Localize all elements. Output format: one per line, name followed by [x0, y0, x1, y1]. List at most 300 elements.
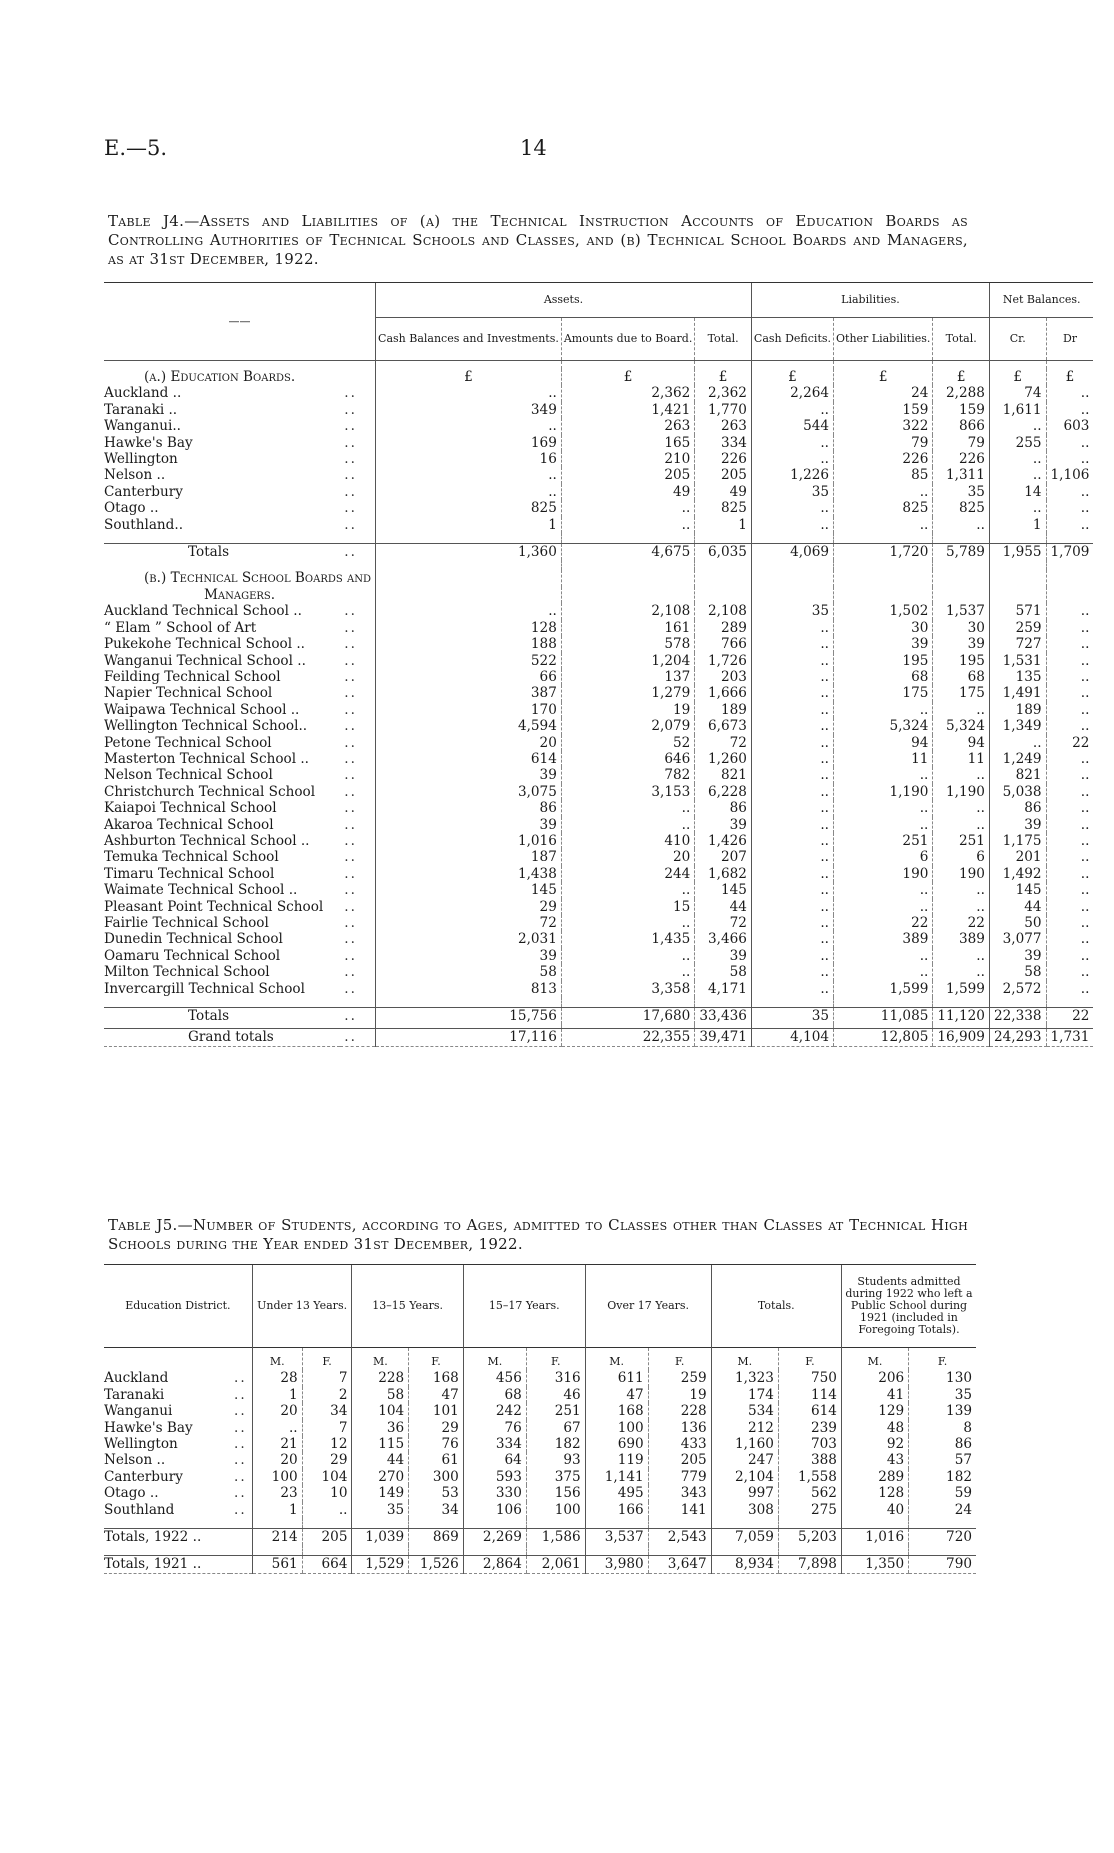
value-cell: 562 — [778, 1485, 841, 1501]
value-cell: .. — [834, 484, 933, 500]
value-cell: 825 — [834, 500, 933, 516]
spacer-cell — [104, 361, 340, 370]
value-cell: 201 — [989, 849, 1046, 865]
empty-cell — [933, 570, 990, 586]
spacer-cell — [695, 361, 752, 370]
col-credit: Cr. — [989, 318, 1046, 361]
row-label: Oamaru Technical School — [104, 947, 281, 964]
value-cell: 534 — [711, 1403, 778, 1419]
value-cell: 11,085 — [834, 1008, 933, 1025]
value-cell: 68 — [933, 669, 990, 685]
value-cell: 49 — [561, 484, 694, 500]
value-cell: 2,104 — [711, 1469, 778, 1485]
leader-dots: .. — [344, 685, 357, 702]
spacer-cell — [585, 1545, 648, 1556]
district-row — [104, 1436, 976, 1452]
value-cell: 1,190 — [933, 784, 990, 800]
value-cell: 210 — [561, 451, 694, 467]
value-cell: 3,980 — [585, 1556, 648, 1573]
spacer-cell — [841, 1545, 908, 1556]
spacer-cell — [989, 533, 1046, 544]
district-label: Taranaki — [104, 1386, 165, 1403]
value-cell: 182 — [526, 1436, 585, 1452]
col-under-13: Under 13 Years. — [252, 1265, 352, 1348]
value-cell: 5,038 — [989, 784, 1046, 800]
value-cell: 821 — [695, 767, 752, 783]
value-cell: .. — [933, 882, 990, 898]
value-cell: 1,226 — [751, 467, 833, 483]
value-cell: 188 — [376, 636, 562, 652]
sex-header: F. — [778, 1348, 841, 1371]
value-cell: 1,682 — [695, 866, 752, 882]
liabilities-group-header: Liabilities. — [751, 283, 989, 318]
value-cell: 389 — [933, 931, 990, 947]
totals-row-b — [104, 1008, 1093, 1025]
value-cell: .. — [1046, 669, 1093, 685]
value-cell: 175 — [933, 685, 990, 701]
value-cell: 387 — [376, 685, 562, 701]
sex-header: F. — [526, 1348, 585, 1371]
value-cell: .. — [751, 882, 833, 898]
value-cell: 1,491 — [989, 685, 1046, 701]
district-row — [104, 1420, 976, 1436]
row-label: Akaroa Technical School — [104, 816, 274, 833]
row-label: Otago .. — [104, 500, 159, 517]
value-cell: .. — [834, 817, 933, 833]
value-cell: .. — [933, 800, 990, 816]
school-row — [104, 800, 1093, 816]
value-cell: 5,203 — [778, 1529, 841, 1546]
leader-dots: .. — [344, 832, 357, 849]
leader-dots: .. — [344, 915, 357, 931]
spacer-cell — [340, 533, 375, 544]
value-cell: 39 — [695, 948, 752, 964]
spacer-cell — [834, 997, 933, 1008]
school-row — [104, 718, 1093, 734]
section-b-label: (b.) Technical School Boards and — [144, 570, 372, 587]
value-cell: 1,160 — [711, 1436, 778, 1452]
value-cell: 8,934 — [711, 1556, 778, 1573]
value-cell: 239 — [778, 1420, 841, 1436]
value-cell: 33,436 — [695, 1008, 752, 1025]
leader-dots: .. — [344, 467, 357, 484]
value-cell: 58 — [376, 964, 562, 980]
value-cell: .. — [751, 685, 833, 701]
value-cell: 1,666 — [695, 685, 752, 701]
value-cell: 3,466 — [695, 931, 752, 947]
leader-dots: .. — [344, 385, 357, 402]
value-cell: .. — [1046, 866, 1093, 882]
row-label-header: —— — [104, 283, 376, 361]
value-cell: 226 — [933, 451, 990, 467]
value-cell: 4,594 — [376, 718, 562, 734]
value-cell: 603 — [1046, 418, 1093, 434]
board-row — [104, 385, 1093, 401]
school-row — [104, 817, 1093, 833]
row-label: Ashburton Technical School .. — [104, 832, 310, 849]
leader-dots: .. — [344, 603, 357, 620]
value-cell: 1,323 — [711, 1370, 778, 1386]
leader-dots: .. — [344, 947, 357, 964]
value-cell: .. — [751, 517, 833, 533]
spacer-cell — [104, 1518, 230, 1529]
leader-dots: .. — [344, 434, 357, 451]
value-cell: 1,016 — [841, 1529, 908, 1546]
leader-dots: .. — [234, 1436, 247, 1453]
board-row — [104, 402, 1093, 418]
value-cell: 212 — [711, 1420, 778, 1436]
value-cell: 1,599 — [834, 981, 933, 997]
spacer-cell — [376, 361, 562, 370]
spacer-cell — [695, 560, 752, 570]
value-cell: 174 — [711, 1387, 778, 1403]
sex-header: M. — [841, 1348, 908, 1371]
value-cell: 1,537 — [933, 603, 990, 619]
value-cell: 104 — [352, 1403, 409, 1419]
value-cell: 21 — [252, 1436, 302, 1452]
spacer-cell — [841, 1518, 908, 1529]
value-cell: 1 — [989, 517, 1046, 533]
value-cell: 46 — [526, 1387, 585, 1403]
value-cell: 44 — [352, 1452, 409, 1468]
district-row — [104, 1403, 976, 1419]
value-cell: 35 — [751, 484, 833, 500]
value-cell: .. — [1046, 500, 1093, 516]
value-cell: 790 — [909, 1556, 976, 1573]
value-cell: .. — [561, 517, 694, 533]
value-cell: .. — [1046, 849, 1093, 865]
value-cell: .. — [751, 849, 833, 865]
value-cell: 2 — [302, 1387, 352, 1403]
value-cell: 94 — [834, 735, 933, 751]
value-cell: .. — [1046, 882, 1093, 898]
spacer-cell — [1046, 361, 1093, 370]
row-label: Auckland .. — [104, 385, 182, 402]
value-cell: .. — [376, 603, 562, 619]
table-j4-title: Table J4.—Assets and Liabilities of (a) the Technical Instruction Accounts of Education Boards as Controlling Authorities of Technical Schools and Classes, and (b) Technical School Boards and Managers, as at 31st December, 1922. — [108, 212, 968, 268]
value-cell: .. — [933, 948, 990, 964]
empty-cell — [561, 587, 694, 603]
value-cell: 100 — [252, 1469, 302, 1485]
value-cell: 1,190 — [834, 784, 933, 800]
value-cell: 106 — [463, 1502, 526, 1518]
empty-cell — [1046, 570, 1093, 586]
empty-cell — [834, 587, 933, 603]
value-cell: 20 — [561, 849, 694, 865]
spacer-cell — [834, 560, 933, 570]
spacer-cell — [340, 361, 375, 370]
value-cell: 190 — [933, 866, 990, 882]
value-cell: 17,680 — [561, 1008, 694, 1025]
value-cell: .. — [561, 817, 694, 833]
school-row — [104, 964, 1093, 980]
value-cell: 114 — [778, 1387, 841, 1403]
spacer-cell — [933, 997, 990, 1008]
value-cell: 322 — [834, 418, 933, 434]
school-row — [104, 620, 1093, 636]
value-cell: 1,106 — [1046, 467, 1093, 483]
leader-dots: .. — [344, 668, 357, 685]
value-cell: 593 — [463, 1469, 526, 1485]
col-other-liabilities: Other Liabilities. — [834, 318, 933, 361]
value-cell: 343 — [648, 1485, 711, 1501]
value-cell: 2,288 — [933, 385, 990, 401]
school-row — [104, 899, 1093, 915]
empty-cell — [933, 587, 990, 603]
totals-1922-row — [104, 1529, 976, 1546]
table-j4 — [104, 282, 1093, 1047]
row-label: Totals — [104, 1008, 340, 1025]
value-cell: 22,338 — [989, 1008, 1046, 1025]
value-cell: .. — [751, 784, 833, 800]
value-cell: 3,153 — [561, 784, 694, 800]
district-label: Totals, 1921 .. — [104, 1556, 230, 1573]
value-cell: .. — [751, 915, 833, 931]
value-cell: .. — [751, 451, 833, 467]
value-cell: 228 — [352, 1370, 409, 1386]
value-cell: 1,731 — [1046, 1029, 1093, 1046]
value-cell: 2,269 — [463, 1529, 526, 1546]
leader-dots: .. — [234, 1403, 247, 1420]
district-label: Nelson .. — [104, 1452, 166, 1469]
row-label: Taranaki .. — [104, 401, 178, 418]
value-cell: 1,709 — [1046, 544, 1093, 561]
value-cell: 544 — [751, 418, 833, 434]
value-cell: 34 — [409, 1502, 464, 1518]
value-cell: 1,720 — [834, 544, 933, 561]
value-cell: 47 — [409, 1387, 464, 1403]
value-cell: 93 — [526, 1452, 585, 1468]
unit-label: £ — [751, 369, 833, 385]
spacer-cell — [230, 1518, 252, 1529]
value-cell: .. — [1046, 817, 1093, 833]
sex-header: M. — [711, 1348, 778, 1371]
value-cell: 2,108 — [695, 603, 752, 619]
value-cell: .. — [1046, 964, 1093, 980]
value-cell: .. — [751, 866, 833, 882]
value-cell: .. — [1046, 636, 1093, 652]
totals-row-a — [104, 544, 1093, 561]
row-label: Waipawa Technical School .. — [104, 701, 300, 718]
value-cell: 66 — [376, 669, 562, 685]
district-row — [104, 1469, 976, 1485]
value-cell: 12 — [302, 1436, 352, 1452]
value-cell: .. — [933, 899, 990, 915]
spacer-cell — [104, 997, 340, 1008]
value-cell: 41 — [841, 1387, 908, 1403]
value-cell: 813 — [376, 981, 562, 997]
value-cell: 79 — [834, 435, 933, 451]
value-cell: 7,898 — [778, 1556, 841, 1573]
row-label: Christchurch Technical School — [104, 783, 316, 800]
value-cell: 35 — [933, 484, 990, 500]
spacer-cell — [751, 361, 833, 370]
row-label: Temuka Technical School — [104, 849, 279, 866]
value-cell: .. — [561, 882, 694, 898]
leader-dots: .. — [344, 701, 357, 718]
spacer-cell — [561, 997, 694, 1008]
value-cell: 58 — [352, 1387, 409, 1403]
value-cell: 433 — [648, 1436, 711, 1452]
school-row — [104, 603, 1093, 619]
value-cell: 1,438 — [376, 866, 562, 882]
school-row — [104, 685, 1093, 701]
value-cell: .. — [1046, 833, 1093, 849]
value-cell: 34 — [302, 1403, 352, 1419]
row-label: Grand totals — [104, 1029, 340, 1046]
value-cell: .. — [751, 751, 833, 767]
col-debit: Dr — [1046, 318, 1093, 361]
value-cell: 766 — [695, 636, 752, 652]
value-cell: 22 — [834, 915, 933, 931]
spacer-cell — [302, 1545, 352, 1556]
value-cell: 869 — [409, 1529, 464, 1546]
value-cell: 100 — [526, 1502, 585, 1518]
value-cell: 24 — [909, 1502, 976, 1518]
value-cell: 17,116 — [376, 1029, 562, 1046]
value-cell: 23 — [252, 1485, 302, 1501]
leader-dots: .. — [344, 767, 357, 784]
row-label: Wellington Technical School.. — [104, 718, 308, 735]
row-label: Napier Technical School — [104, 685, 273, 702]
value-cell: 205 — [561, 467, 694, 483]
value-cell: 263 — [695, 418, 752, 434]
spacer-cell — [409, 1518, 464, 1529]
value-cell: 614 — [376, 751, 562, 767]
leader-dots: .. — [344, 401, 357, 418]
value-cell: 20 — [376, 735, 562, 751]
value-cell: 119 — [585, 1452, 648, 1468]
assets-group-header: Assets. — [376, 283, 752, 318]
spacer-cell — [751, 560, 833, 570]
value-cell: 4,675 — [561, 544, 694, 561]
row-label: Pukekohe Technical School .. — [104, 636, 305, 653]
value-cell: 11 — [834, 751, 933, 767]
row-label: Pleasant Point Technical School — [104, 898, 324, 915]
value-cell: 578 — [561, 636, 694, 652]
spacer-cell — [463, 1545, 526, 1556]
value-cell: 614 — [778, 1403, 841, 1419]
value-cell: .. — [561, 948, 694, 964]
value-cell: 410 — [561, 833, 694, 849]
value-cell: .. — [1046, 402, 1093, 418]
value-cell: .. — [376, 484, 562, 500]
value-cell: 7 — [302, 1420, 352, 1436]
col-15-17: 15–17 Years. — [463, 1265, 585, 1348]
value-cell: .. — [1046, 385, 1093, 401]
value-cell: 1,726 — [695, 653, 752, 669]
value-cell: 39 — [376, 767, 562, 783]
spacer-cell — [104, 1545, 230, 1556]
row-label: Petone Technical School — [104, 734, 272, 751]
value-cell: .. — [1046, 899, 1093, 915]
value-cell: 247 — [711, 1452, 778, 1468]
value-cell: 50 — [989, 915, 1046, 931]
value-cell: 35 — [352, 1502, 409, 1518]
value-cell: 330 — [463, 1485, 526, 1501]
value-cell: 5,789 — [933, 544, 990, 561]
value-cell: 43 — [841, 1452, 908, 1468]
value-cell: 228 — [648, 1403, 711, 1419]
value-cell: 289 — [695, 620, 752, 636]
value-cell: 1,955 — [989, 544, 1046, 561]
value-cell: 6,673 — [695, 718, 752, 734]
value-cell: .. — [751, 948, 833, 964]
value-cell: 2,079 — [561, 718, 694, 734]
value-cell: 49 — [695, 484, 752, 500]
row-label: Milton Technical School — [104, 964, 270, 981]
value-cell: 100 — [585, 1420, 648, 1436]
value-cell: .. — [751, 817, 833, 833]
spacer-cell — [252, 1518, 302, 1529]
spacer-cell — [376, 533, 562, 544]
school-row — [104, 915, 1093, 931]
value-cell: 4,171 — [695, 981, 752, 997]
spacer-cell — [526, 1545, 585, 1556]
value-cell: 195 — [834, 653, 933, 669]
value-cell: 1,349 — [989, 718, 1046, 734]
value-cell: 79 — [933, 435, 990, 451]
value-cell: 136 — [648, 1420, 711, 1436]
row-label: Dunedin Technical School — [104, 931, 283, 948]
col-liabilities-total: Total. — [933, 318, 990, 361]
value-cell: 206 — [841, 1370, 908, 1386]
value-cell: .. — [1046, 603, 1093, 619]
value-cell: 251 — [933, 833, 990, 849]
value-cell: 58 — [989, 964, 1046, 980]
board-row — [104, 435, 1093, 451]
value-cell: .. — [834, 702, 933, 718]
spacer-cell — [526, 1518, 585, 1529]
value-cell: 72 — [376, 915, 562, 931]
value-cell: 195 — [933, 653, 990, 669]
leader-dots: .. — [344, 898, 357, 915]
value-cell: 300 — [409, 1469, 464, 1485]
value-cell: 22 — [1046, 1008, 1093, 1025]
value-cell: .. — [751, 981, 833, 997]
value-cell: .. — [1046, 653, 1093, 669]
leader-dots: .. — [234, 1468, 247, 1485]
value-cell: 168 — [409, 1370, 464, 1386]
district-label: Otago .. — [104, 1485, 159, 1502]
value-cell: 825 — [933, 500, 990, 516]
spacer-cell — [933, 560, 990, 570]
spacer-cell — [989, 560, 1046, 570]
value-cell: 61 — [409, 1452, 464, 1468]
col-amounts-due: Amounts due to Board. — [561, 318, 694, 361]
value-cell: .. — [751, 931, 833, 947]
value-cell: 1,435 — [561, 931, 694, 947]
unit-label: £ — [376, 369, 562, 385]
district-row — [104, 1370, 976, 1386]
school-row — [104, 735, 1093, 751]
school-row — [104, 866, 1093, 882]
school-row — [104, 948, 1093, 964]
value-cell: .. — [302, 1502, 352, 1518]
value-cell: 275 — [778, 1502, 841, 1518]
leader-dots: .. — [344, 800, 357, 817]
value-cell: .. — [1046, 948, 1093, 964]
unit-label: £ — [933, 369, 990, 385]
value-cell: 44 — [989, 899, 1046, 915]
value-cell: 128 — [841, 1485, 908, 1501]
value-cell: .. — [1046, 784, 1093, 800]
value-cell: 19 — [648, 1387, 711, 1403]
school-row — [104, 767, 1093, 783]
spacer-cell — [695, 997, 752, 1008]
value-cell: 189 — [989, 702, 1046, 718]
value-cell: .. — [751, 636, 833, 652]
